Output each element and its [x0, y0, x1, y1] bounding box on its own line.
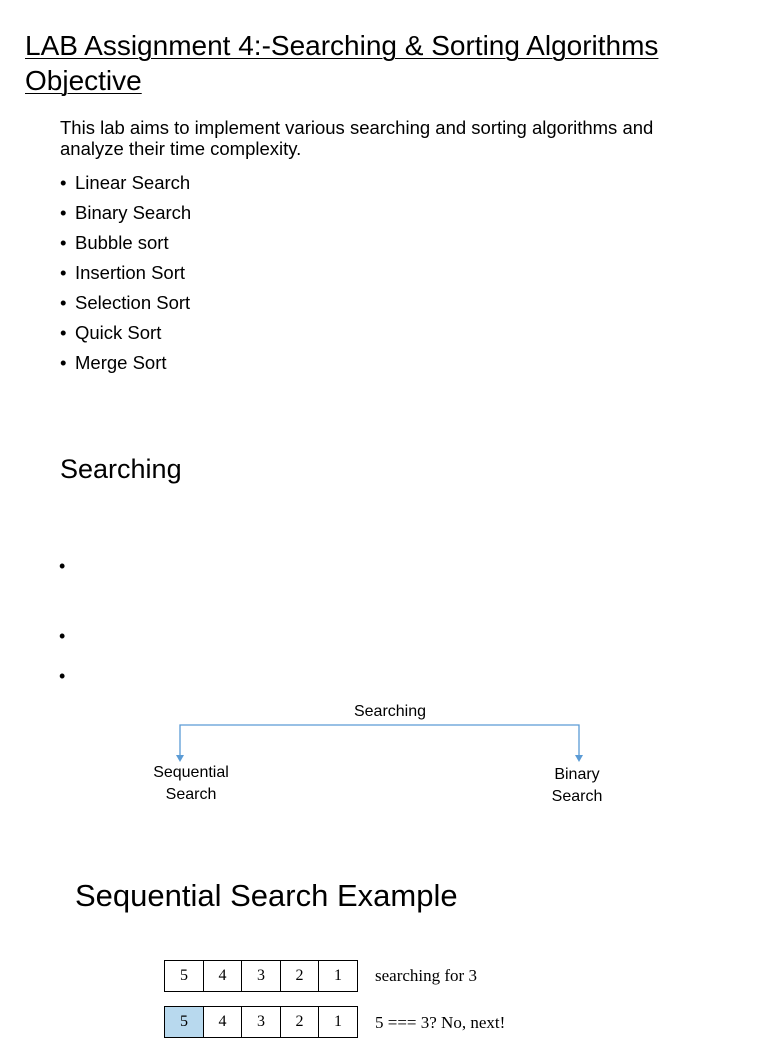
diagram-binary-label: Binary Search	[551, 766, 603, 805]
list-item-label: Binary Search	[75, 202, 192, 223]
list-item	[60, 348, 191, 378]
list-item-label: Quick Sort	[75, 322, 162, 343]
empty-bullet-icon: •	[59, 666, 66, 686]
array-cell: 1	[318, 1006, 358, 1038]
array-cell: 3	[241, 960, 281, 992]
bullet-icon: •	[60, 292, 67, 313]
searching-heading: Searching	[60, 454, 182, 484]
page-title: LAB Assignment 4:-Searching & Sorting Algorithms	[25, 30, 659, 61]
bullet-icon: •	[60, 322, 67, 343]
array-cell: 2	[280, 1006, 320, 1038]
list-item	[60, 198, 191, 228]
list-item-label: Merge Sort	[75, 352, 167, 373]
diagram-sequential-label: Sequential Search	[153, 764, 229, 803]
array-cell: 1	[318, 960, 358, 992]
array-cell: 5	[164, 960, 204, 992]
empty-bullet-icon: •	[59, 556, 66, 576]
empty-bullet-icon: •	[59, 626, 66, 646]
array-row	[164, 1006, 357, 1038]
array-cell: 4	[203, 1006, 243, 1038]
diagram-root-label: Searching	[353, 703, 427, 720]
list-item	[60, 228, 191, 258]
list-item-label: Insertion Sort	[75, 262, 186, 283]
array-cell: 5	[164, 1006, 204, 1038]
list-item	[60, 258, 191, 288]
array-cell: 4	[203, 960, 243, 992]
list-item	[60, 288, 191, 318]
sequential-example-heading: Sequential Search Example	[75, 878, 458, 913]
list-item-label: Linear Search	[75, 172, 191, 193]
algorithm-list	[60, 168, 191, 378]
array-cell: 3	[241, 1006, 281, 1038]
bullet-icon: •	[60, 352, 67, 373]
list-item-label: Bubble sort	[75, 232, 169, 253]
step-note: 5 === 3? No, next!	[375, 1013, 506, 1032]
array-row	[164, 960, 357, 992]
arrow-down-icon	[575, 755, 583, 762]
step-note: searching for 3	[375, 966, 477, 985]
bullet-icon: •	[60, 202, 67, 223]
objective-heading: Objective	[25, 65, 142, 96]
bullet-icon: •	[60, 262, 67, 283]
array-cell: 2	[280, 960, 320, 992]
bullet-icon: •	[60, 172, 67, 193]
list-item	[60, 168, 191, 198]
tree-connector-line	[180, 725, 579, 757]
intro-paragraph: This lab aims to implement various searching and sorting algorithms and analyze their time complexity.	[60, 117, 654, 159]
bullet-icon: •	[60, 232, 67, 253]
arrow-down-icon	[176, 755, 184, 762]
list-item	[60, 318, 191, 348]
list-item-label: Selection Sort	[75, 292, 191, 313]
